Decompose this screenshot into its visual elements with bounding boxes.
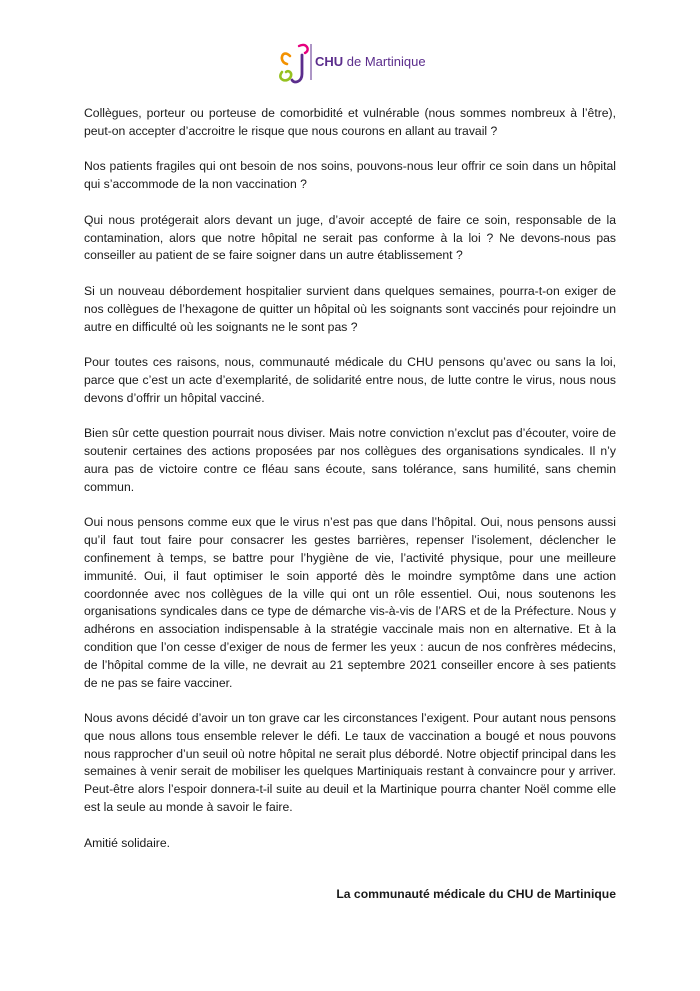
logo-swirl-green — [280, 71, 291, 80]
paragraph-4: Si un nouveau débordement hospitalier survient dans quelques semaines, pourra-t-on exiger de nos collègues de l’hexagone de quitter un hôpital où les soignants sont vaccinés pour rejoindre un autre en difficulté où les soignants ne le sont pas ? — [84, 283, 616, 334]
paragraph-6: Bien sûr cette question pourrait nous diviser. Mais notre conviction n’exclut pas d’écouter, voire de soutenir certaines des actions proposées par nos collègues des organisations syndicales. Il n’y aura pas de victoire contre ce fléau sans écoute, sans tolérance, sans humilité, sans chemin commun. — [84, 426, 616, 494]
chu-logo-mark — [274, 40, 314, 86]
closing-salutation: Amitié solidaire. — [84, 835, 171, 850]
paragraph-7: Oui nous pensons comme eux que le virus n’est pas que dans l’hôpital. Oui, nous pensons aussi qu’il faut tout faire pour consacrer les gestes barrières, repenser l’isolement, déclencher le confinement à temps, se battre pour l’hygiène de vie, l’activité physique, pour une meilleure immunité. Oui, il faut optimiser le soin apporté dès le moindre symptôme dans une action coordonnée avec nos collègues de la ville qui ont un rôle essentiel. Oui, nous soutenons les organisations syndicales dans ce type de démarche vis-à-vis de l’ARS et de la Préfecture. Nous y adhérons en association indispensable à la stratégie vaccinale mais non en alternative. Et à la condition que l’on cesse d’exiger de nous de fermer les yeux : aucun de nos confrères médecins, de l’hôpital comme de la ville, ne devrait au 21 septembre 2021 conseiller encore à ses patients de ne pas se faire vacciner. — [84, 515, 616, 690]
paragraph-5: Pour toutes ces raisons, nous, communauté médicale du CHU pensons qu’avec ou sans la loi, parce que c’est un acte d’exemplarité, de solidarité entre nous, de lutte contre le virus, nous nous devons d’offrir un hôpital vacciné. — [84, 355, 616, 405]
signature: La communauté médicale du CHU de Martinique — [336, 887, 616, 901]
paragraph-1: Collègues, porteur ou porteuse de comorbidité et vulnérable (nous sommes nombreux à l’être), peut-on accepter d’accroitre le risque que nous courons en allant au travail ? — [84, 106, 616, 138]
chu-logo — [274, 40, 434, 86]
logo-wordmark — [315, 54, 426, 69]
logo-chu: CHU — [315, 54, 344, 69]
logo-stroke-purple — [292, 55, 302, 82]
paragraph-3: Qui nous protégerait alors devant un juge, d’avoir accepté de faire ce soin, responsable de la contamination, alors que notre hôpital ne serait pas conforme à la loi ? Ne devons-nous pas conseiller au patient de se faire soigner dans un autre établissement ? — [84, 212, 616, 263]
paragraph-2: Nos patients fragiles qui ont besoin de nos soins, pouvons-nous leur offrir ce soin dans un hôpital qui s’accommode de la non vaccination ? — [84, 159, 616, 192]
logo-swirl-orange — [282, 54, 290, 64]
paragraph-8: Nous avons décidé d’avoir un ton grave car les circonstances l’exigent. Pour autant nous pensons que nous allons tous ensemble relever le défi. Le taux de vaccination a bougé et nous pouvons nous rapprocher d’un seuil où notre hôpital ne serait plus débordé. Notre objectif principal dans les semaines à venir serait de mobiliser les quelques Martiniquais restant à convaincre pour y arriver. Peut-être alors l’espoir donnera-t-il suite au deuil et la Martinique pourra chanter Noël comme elle est la seule au monde à savoir le faire. — [84, 711, 616, 815]
logo-de-martinique: de Martinique — [343, 54, 426, 69]
logo-swirl-pink — [299, 45, 308, 53]
letter-body — [84, 105, 616, 870]
